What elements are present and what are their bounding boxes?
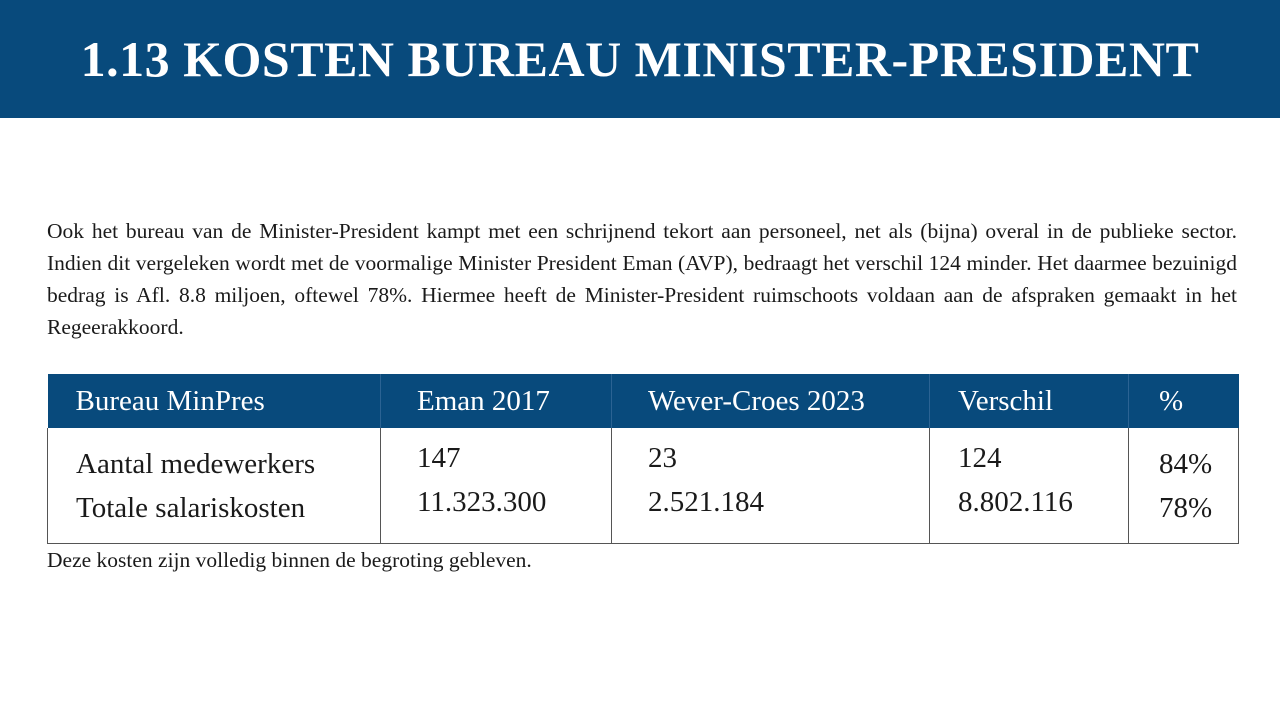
intro-paragraph: Ook het bureau van de Minister-President kampt met een schrijnend tekort aan personeel, net als (bijna) overal in de publieke sector. Indien dit vergeleken wordt met de voormalige Minister President Eman (AVP), bedraagt het verschil 124 minder. Het daarmee bezuinigd bedrag is Afl. 8.8 miljoen, oftewel 78%. Hiermee heeft de Minister-President ruimschoots voldaan aan de afspraken gemaakt in het Regeerakkoord.: [47, 219, 1237, 339]
table-row: [48, 428, 1239, 544]
eman-2017-cell: [381, 428, 612, 544]
cost-table: [47, 374, 1239, 544]
table-cell: 124: [958, 442, 1002, 474]
column-header-wever-croes-2023: Wever-Croes 2023: [612, 374, 930, 428]
table-header-row: [48, 374, 1239, 428]
table-cell: 84%: [1159, 448, 1213, 480]
footnote: Deze kosten zijn volledig binnen de begroting gebleven.: [47, 548, 532, 572]
percent-cell: [1129, 428, 1239, 544]
column-header-bureau: Bureau MinPres: [48, 374, 381, 428]
page-title: 1.13 KOSTEN BUREAU MINISTER-PRESIDENT: [80, 31, 1200, 87]
row-labels-cell: [48, 428, 381, 544]
table-cell: 23: [648, 442, 677, 474]
table-cell: 2.521.184: [648, 486, 764, 518]
column-header-eman-2017: Eman 2017: [381, 374, 612, 428]
row-label-totale-salariskosten: Totale salariskosten: [76, 492, 306, 524]
row-label-aantal-medewerkers: Aantal medewerkers: [76, 448, 316, 480]
table-cell: 78%: [1159, 492, 1213, 524]
table-cell: 147: [417, 442, 461, 474]
wever-croes-2023-cell: [612, 428, 930, 544]
table-cell: 11.323.300: [417, 486, 547, 518]
title-banner: [0, 0, 1280, 118]
table-cell: 8.802.116: [958, 486, 1073, 518]
column-header-verschil: Verschil: [930, 374, 1129, 428]
column-header-percent: %: [1129, 374, 1239, 428]
verschil-cell: [930, 428, 1129, 544]
